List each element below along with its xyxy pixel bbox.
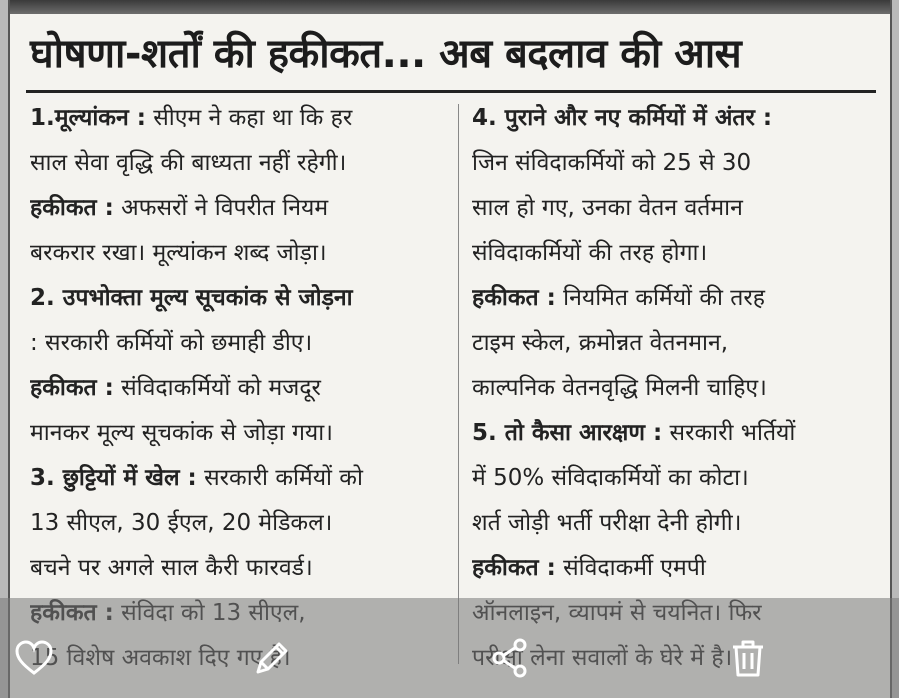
- line-text: सरकारी कर्मियों को: [196, 465, 363, 491]
- line-heading: हकीकत :: [30, 195, 114, 221]
- line-text: साल सेवा वृद्धि की बाध्यता नहीं रहेगी।: [30, 150, 347, 176]
- line-heading: 1.मूल्यांकन :: [30, 105, 146, 131]
- article-line: [472, 411, 892, 456]
- line-heading: हकीकत :: [472, 285, 556, 311]
- article-line: [30, 546, 450, 591]
- line-text: अफसरों ने विपरीत नियम: [113, 195, 329, 221]
- article-line: [30, 321, 450, 366]
- article-line: [472, 456, 892, 501]
- share-button[interactable]: [484, 632, 536, 684]
- like-button[interactable]: [8, 632, 60, 684]
- line-text: मानकर मूल्य सूचकांक से जोड़ा गया।: [30, 420, 333, 446]
- article-line: [30, 276, 450, 321]
- article-line: [472, 186, 892, 231]
- trash-icon: [726, 636, 770, 680]
- line-heading: 5. तो कैसा आरक्षण :: [472, 420, 663, 446]
- article-line: [472, 276, 892, 321]
- article-line: [30, 366, 450, 411]
- article-line: [472, 321, 892, 366]
- line-text: टाइम स्केल, क्रमोन्नत वेतनमान,: [472, 330, 729, 356]
- column-divider: [458, 104, 459, 664]
- article-line: [30, 501, 450, 546]
- share-icon: [488, 636, 532, 680]
- line-text: साल हो गए, उनका वेतन वर्तमान: [472, 195, 743, 221]
- line-heading: 4. पुराने और नए कर्मियों में अंतर :: [472, 105, 773, 131]
- article-line: [472, 366, 892, 411]
- article-line: [472, 546, 892, 591]
- pencil-icon: [250, 636, 294, 680]
- line-text: संविदाकर्मियों की तरह होगा।: [472, 240, 708, 266]
- line-text: काल्पनिक वेतनवृद्धि मिलनी चाहिए।: [472, 375, 767, 401]
- article-line: [472, 96, 892, 141]
- article-line: [30, 231, 450, 276]
- line-text: शर्त जोड़ी भर्ती परीक्षा देनी होगी।: [472, 510, 742, 536]
- line-text: संविदाकर्मियों को मजदूर: [113, 375, 321, 401]
- article-right-column: [472, 96, 892, 681]
- line-text: 13 सीएल, 30 ईएल, 20 मेडिकल।: [30, 510, 333, 536]
- line-text: बरकरार रखा। मूल्यांकन शब्द जोड़ा।: [30, 240, 327, 266]
- line-text: सीएम ने कहा था कि हर: [145, 105, 353, 131]
- article-line: [30, 141, 450, 186]
- line-text: बचने पर अगले साल कैरी फारवर्ड।: [30, 555, 313, 581]
- article-line: [472, 501, 892, 546]
- line-heading: हकीकत :: [30, 375, 114, 401]
- article-line: [30, 456, 450, 501]
- line-text: जिन संविदाकर्मियों को 25 से 30: [472, 150, 752, 176]
- bottom-toolbar: [0, 598, 899, 698]
- line-heading: 3. छुट्टियों में खेल :: [30, 465, 197, 491]
- newspaper-clipping: [8, 0, 892, 698]
- line-text: : सरकारी कर्मियों को छमाही डीए।: [30, 330, 313, 356]
- article-line: [472, 231, 892, 276]
- line-text: संविदाकर्मी एमपी: [555, 555, 706, 581]
- line-text: सरकारी भर्तियों: [662, 420, 796, 446]
- article-headline: घोषणा-शर्तों की हकीकत... अब बदलाव की आस: [30, 31, 742, 77]
- delete-button[interactable]: [722, 632, 774, 684]
- line-text: में 50% संविदाकर्मियों का कोटा।: [472, 465, 749, 491]
- article-line: [30, 411, 450, 456]
- article-line: [30, 186, 450, 231]
- line-heading: हकीकत :: [472, 555, 556, 581]
- article-line: [472, 141, 892, 186]
- headline-rule: [26, 90, 876, 93]
- line-heading: 2. उपभोक्ता मूल्य सूचकांक से जोड़ना: [30, 285, 353, 311]
- line-text: नियमित कर्मियों की तरह: [555, 285, 765, 311]
- photo-top-edge: [10, 0, 890, 14]
- heart-icon: [12, 636, 56, 680]
- article-left-column: [30, 96, 450, 681]
- article-line: [30, 96, 450, 141]
- edit-button[interactable]: [246, 632, 298, 684]
